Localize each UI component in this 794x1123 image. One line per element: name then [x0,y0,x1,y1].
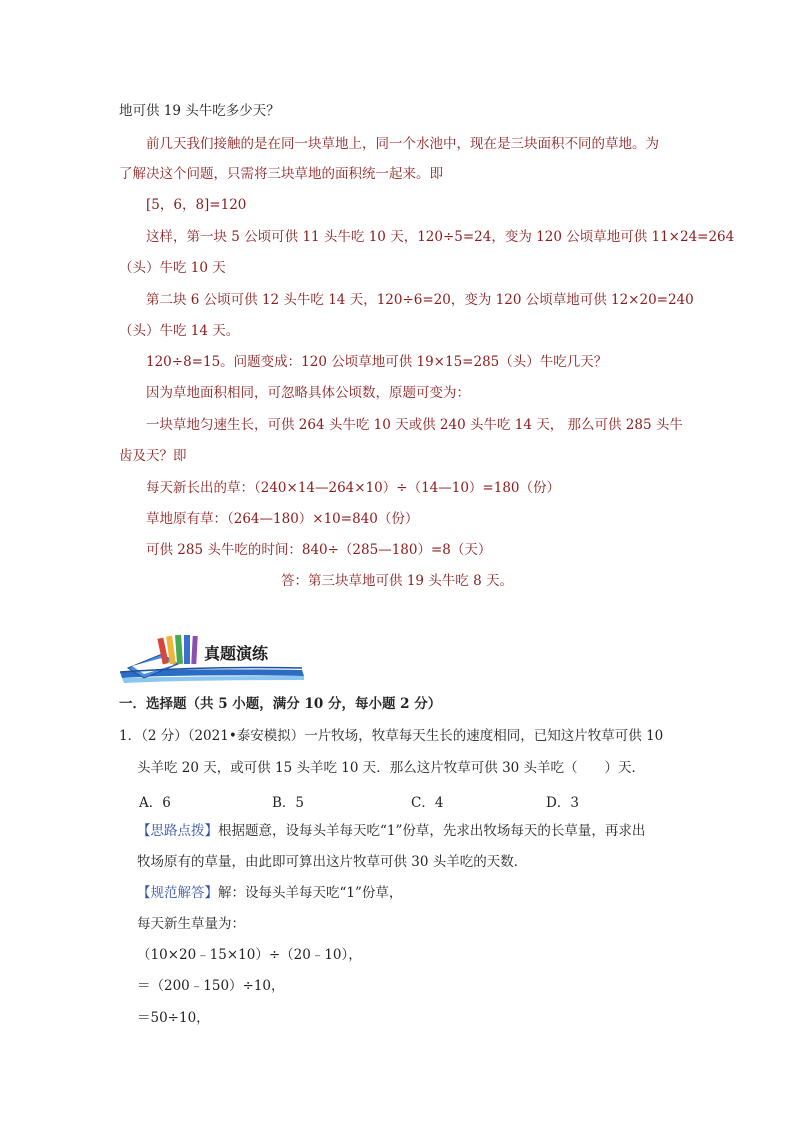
solution-line: 可供 285 头牛吃的时间：840÷（285—180）=8（天） [146,542,492,558]
hint-tag: 【思路点拨】 [137,823,218,839]
solution-line: [5，6，8]=120 [146,197,247,213]
solution-line: 地可供 19 头牛吃多少天？ [119,103,280,119]
solution-line: （头）牛吃 10 天 [119,260,226,276]
solution-line: 120÷8=15。问题变成：120 公顷草地可供 19×15=285（头）牛吃几天？ [146,354,608,370]
option-c: C．4 [411,795,444,811]
solution-line: 了解决这个问题，只需将三块草地的面积统一起来。即 [119,166,443,182]
answer-line [137,884,402,902]
solution-line: （头）牛吃 14 天。 [119,323,240,339]
option-d: D．3 [546,795,579,811]
solution-line: 一块草地匀速生长，可供 264 头牛吃 10 天或供 240 头牛吃 14 天， 那么可供 285 头牛 [146,417,683,433]
answer-tag: 【规范解答】 [137,885,218,901]
solution-line: 这样，第一块 5 公顷可供 11 头牛吃 10 天，120÷5=24，变为 120 公顷草地可供 11×24=264 [146,229,735,245]
question-line: 头羊吃 20 天，或可供 15 头羊吃 10 天．那么这片牧草可供 30 头羊吃（ ）天． [137,760,646,776]
solution-answer: 答：第三块草地可供 19 头牛吃 8 天。 [281,573,513,589]
option-b: B．5 [272,795,305,811]
hint-line: 牧场原有的草量，由此即可算出这片牧草可供 30 头羊吃的天数． [137,854,528,870]
solution-line: 第二块 6 公顷可供 12 头牛吃 14 天，120÷6=20，变为 120 公顷草地可供 12×20=240 [146,292,694,308]
hint-text: 根据题意，设每头羊每天吃“1”份草，先求出牧场每天的长草量，再求出 [218,823,646,839]
solution-line: 齿及天？即 [119,448,187,464]
hint-line [137,822,645,840]
banner-title: 真题演练 [204,644,269,663]
answer-line: ＝（200﹣150）÷10， [137,978,285,994]
answer-text: 解：设每头羊每天吃“1”份草， [218,885,403,901]
solution-line: 前几天我们接触的是在同一块草地上，同一个水池中，现在是三块面积不同的草地。为 [146,136,659,152]
solution-line: 每天新长出的草：（240×14—264×10）÷（14—10）=180（份） [146,480,561,496]
option-a: A．6 [139,795,171,811]
answer-line: ＝50÷10， [137,1010,210,1026]
section-heading: 一．选择题（共 5 小题，满分 10 分，每小题 2 分） [119,696,442,712]
solution-line: 因为草地面积相同，可忽略具体公顷数，原题可变为： [146,385,470,401]
solution-line: 草地原有草：（264—180）×10=840（份） [146,511,419,527]
question-line: 1．（2 分）（2021•泰安模拟）一片牧场，牧草每天生长的速度相同，已知这片牧草可供 10 [119,728,664,744]
answer-line: 每天新生草量为： [137,916,245,932]
answer-line: （10×20﹣15×10）÷（20﹣10）， [137,947,362,963]
